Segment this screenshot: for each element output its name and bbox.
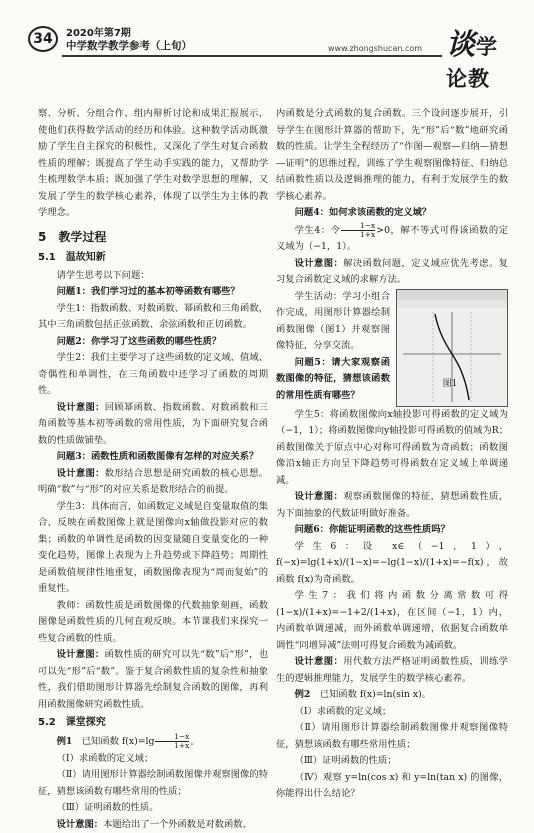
column-brand bbox=[446, 22, 514, 93]
issue-label: 2020年第7期 bbox=[66, 24, 131, 39]
design-intent: 设计意图：函数性质的研究可以先“数”后“形”，也可以先“形”后“数”。鉴于复合函数性质的复杂性和抽象性，我们借助图形计算器先绘制复合函数的图像，再利用函数图像研究函数性质。 bbox=[38, 647, 268, 713]
student-answer: 学生2：我们主要学习了这些函数的定义域、值域、奇偶性和单调性，在三角函数中还学习了函数的周期性。 bbox=[38, 350, 268, 400]
student-answer: 学生4：令 $\frac{1-x}{1+x}$ >0，解不等式可得该函数的定义域为（−1，1）。 bbox=[276, 222, 508, 256]
fraction: $\frac{1-x}{1+x}$ bbox=[341, 222, 375, 239]
page-number: 34 bbox=[28, 26, 58, 52]
design-label: 设计意图： bbox=[57, 402, 105, 413]
example-1: 例1 已知函数 f(x)=lg $\frac{1-x}{1+x}$ 。 bbox=[38, 733, 268, 751]
paragraph: 请学生思考以下问题： bbox=[38, 268, 268, 285]
fraction: $\frac{1-x}{1+x}$ bbox=[155, 733, 189, 750]
question: 问题1：我们学习过的基本初等函数有哪些？ bbox=[38, 284, 268, 301]
question: 问题3：函数性质和函数图像有怎样的对应关系？ bbox=[38, 449, 268, 466]
question: 问题2：你学习了这些函数的哪些性质？ bbox=[38, 334, 268, 351]
student-answer: 学生5：将函数图像向x轴投影可得函数的定义域为（−1，1）；将函数图像向y轴投影可得函数的值域为R；函数图像关于原点中心对称可得函数为奇函数；函数图像沿x轴正方向呈下降趋势可得函数在定义域上单调递减。 bbox=[276, 407, 508, 490]
teacher-remark: 教师：函数性质是函数图像的代数抽象刻画，函数图像是函数性质的几何直观反映。本节课我们来探究一些复合函数的性质。 bbox=[38, 598, 268, 648]
design-intent: 设计意图：本题给出了一个外函数是对数函数、 bbox=[38, 817, 268, 833]
student-answer: 学生3：具体而言，如函数定义域是自变量取值的集合，反映在函数图像上就是图像向x轴做投影对应的数集；函数的单调性是函数的因变量随自变量变化的一种变化趋势，图像上表现为上升趋势或下降趋势；周期性是函数值规律性地重复，函数图像表现为“周而复始”的重复性。 bbox=[38, 499, 268, 598]
student-activity: 学生活动：学习小组合作完成，用图形计算器绘制函数图像（图1）并观察图像特征，分享交流。 bbox=[276, 289, 390, 355]
list-item: （Ⅰ）求函数的定义域； bbox=[38, 751, 268, 768]
design-intent: 设计意图：解决函数问题，定义域应优先考虑。复习复合函数定义域的求解方法。 bbox=[276, 256, 508, 289]
design-label: 设计意图： bbox=[57, 819, 104, 830]
design-label: 设计意图： bbox=[295, 491, 344, 502]
journal-url: www.zhongshucan.com bbox=[328, 44, 422, 53]
design-intent: 设计意图：观察函数图像的特征，猜想函数性质，为下面抽象的代数证明做好准备。 bbox=[276, 489, 508, 522]
design-intent: 设计意图：回顾幂函数、指数函数、对数函数和三角函数等基本初等函数的常用性质，为下面研究复合函数的性质做铺垫。 bbox=[38, 400, 268, 450]
list-item: （Ⅲ）证明函数的性质。 bbox=[38, 800, 268, 817]
paragraph: 内函数是分式函数的复合函数。三个设问逐步展开，引导学生在图形计算器的帮助下，先“形”后“数”地研究函数的性质。让学生全程经历了“作图—观察—归纳—猜想—证明”的思维过程，训练了学生观察图像特征、归纳总结函数性质以及逻辑推理的能力，有利于发展学生的数学核心素养。 bbox=[276, 106, 508, 205]
design-label: 设计意图： bbox=[295, 656, 344, 667]
question: 问题5：请大家观察函数图像的特征，猜想该函数的常用性质有哪些？ bbox=[276, 355, 390, 405]
left-column bbox=[38, 106, 268, 833]
design-label: 设计意图： bbox=[57, 649, 105, 660]
page-header bbox=[28, 22, 514, 62]
design-intent: 设计意图：数形结合思想是研究函数的核心思想。明确“数”与“形”的对应关系是数形结合的前提。 bbox=[38, 466, 268, 499]
student-answer: 学生7：我们将内函数分离常数可得(1−x)/(1+x)=−1+2/(1+x)，在区间（−1，1）内，内函数单调递减，而外函数单调递增，依据复合函数单调性“同增异减”法则可得复合函数为减函数。 bbox=[276, 588, 508, 654]
example-2: 例2 已知函数 f(x)=ln(sin x)。 bbox=[276, 687, 508, 704]
right-column bbox=[276, 106, 508, 803]
question: 问题4：如何求该函数的定义域？ bbox=[276, 205, 508, 222]
design-label: 设计意图： bbox=[57, 468, 105, 479]
paragraph: 察、分析、分组合作、组内辩析讨论和成果汇报展示，使他们获得数学活动的经历和体验。这种数学活动既激励了学生自主探究的积极性，又深化了学生对复合函数性质的理解；既提高了学生动手实践的能力，又帮助学生梳理数学本质；既加强了学生对数学思想的理解，又发展了学生的数学核心素养，体现了以学生为主体的教学理念。 bbox=[38, 106, 268, 222]
list-item: （Ⅳ）观察 y=ln(cos x) 和 y=ln(tan x) 的图像，你能得出什么结论？ bbox=[276, 770, 508, 803]
list-item: （Ⅱ）请用图形计算器绘制函数图像并观察图像的特征，猜想该函数有哪些常用的性质； bbox=[38, 767, 268, 800]
list-item: （Ⅲ）证明函数的性质； bbox=[276, 753, 508, 770]
subsection-heading: 5.2 课堂探究 bbox=[38, 715, 268, 731]
design-label: 设计意图： bbox=[295, 258, 344, 269]
journal-name: 中学数学教学参考（上旬） bbox=[66, 38, 192, 53]
subsection-heading: 5.1 温故知新 bbox=[38, 250, 268, 266]
brand-rest: 学论教 bbox=[446, 35, 498, 91]
student-answer: 学生1：指数函数、对数函数、幂函数和三角函数，其中三角函数包括正弦函数、余弦函数和正切函数。 bbox=[38, 301, 268, 334]
list-item: （Ⅰ）求函数的定义域； bbox=[276, 704, 508, 721]
student-answer: 学生6：设 x∈（−1，1），f(−x)=lg(1+x)/(1−x)=−lg(1−x)/(1+x)=−f(x)，故函数 f(x)为奇函数。 bbox=[276, 539, 508, 589]
section-heading: 5 教学过程 bbox=[38, 228, 268, 246]
header-rule bbox=[62, 55, 442, 57]
list-item: （Ⅱ）请用图形计算器绘制函数图像并观察图像特征，猜想该函数有哪些常用性质； bbox=[276, 720, 508, 753]
brand-big-char: 谈 bbox=[446, 27, 476, 61]
question: 问题6：你能证明函数的这些性质吗？ bbox=[276, 522, 508, 539]
design-intent: 设计意图：用代数方法严格证明函数性质，训练学生的逻辑推理能力，发展学生的数学核心素养。 bbox=[276, 654, 508, 687]
figure-caption: 图1 bbox=[420, 376, 480, 389]
